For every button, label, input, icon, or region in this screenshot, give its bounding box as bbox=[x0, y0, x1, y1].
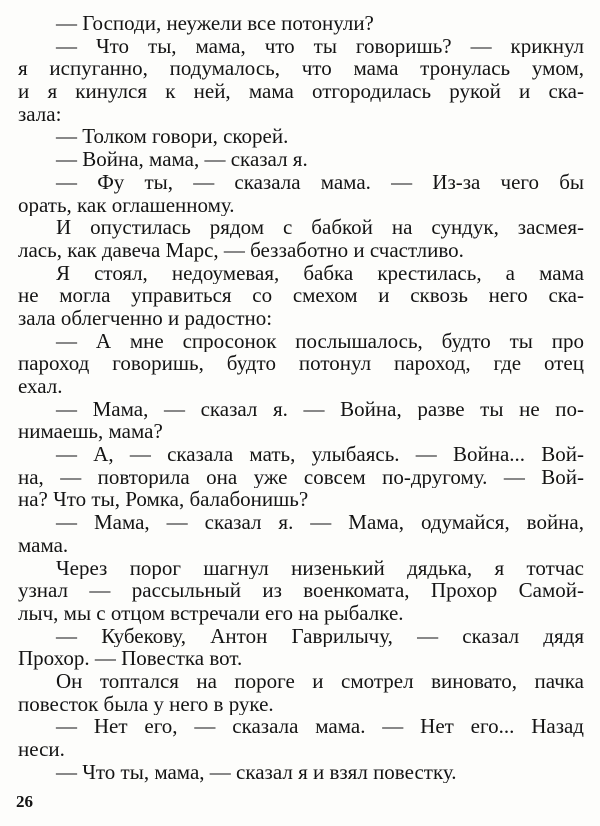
text-line: не могла управиться со смехом и сквозь него ска- bbox=[18, 284, 584, 307]
text-line: лыч, мы с отцом встречали его на рыбалке. bbox=[18, 601, 404, 625]
text-line: Я стоял, недоумевая, бабка крестилась, а мама bbox=[56, 261, 584, 285]
text-line: орать, как оглашенному. bbox=[18, 193, 235, 217]
text-line: — Мама, — сказал я. — Мама, одумайся, война, bbox=[56, 511, 584, 534]
text-line: — Фу ты, — сказала мама. — Из-за чего бы bbox=[56, 170, 584, 194]
text-line: — Мама, — сказал я. — Война, разве ты не по- bbox=[56, 397, 584, 421]
text-line: — Что ты, мама, что ты говоришь? — крикнул bbox=[56, 34, 584, 58]
text-line: лась, как давеча Марс, — беззаботно и счастливо. bbox=[18, 238, 464, 262]
text-line: нимаешь, мама? bbox=[18, 420, 163, 444]
text-line: — Нет его, — сказала мама. — Нет его... Назад bbox=[56, 715, 584, 738]
text-line: — Толком говори, скорей. bbox=[56, 125, 289, 149]
text-line: и я кинулся к ней, мама отгородилась рукой и ска- bbox=[18, 80, 584, 103]
text-line: — А, — сказала мать, улыбаясь. — Война... Вой- bbox=[56, 443, 584, 466]
text-line: — Что ты, мама, — сказал я и взял повестку. bbox=[56, 760, 457, 784]
text-line: зала: bbox=[18, 102, 62, 126]
text-line: — Кубекову, Антон Гаврилычу, — сказал дядя bbox=[56, 624, 584, 648]
text-line: пароход говоришь, будто потонул пароход, где отец bbox=[18, 352, 584, 375]
page-body-text bbox=[18, 12, 584, 783]
text-line: — Война, мама, — сказал я. bbox=[56, 148, 308, 171]
text-line: неси. bbox=[18, 738, 65, 761]
text-line: Он топтался на пороге и смотрел виновато, пачка bbox=[56, 669, 584, 693]
text-line: — Господи, неужели все потонули? bbox=[56, 12, 374, 35]
text-line: Через порог шагнул низенький дядька, я тотчас bbox=[56, 556, 584, 580]
page-number: 26 bbox=[16, 792, 33, 811]
text-line: повесток была у него в руке. bbox=[18, 692, 274, 716]
text-line: мама. bbox=[18, 533, 69, 557]
text-line: на, — повторила она уже совсем по-другому. — Вой- bbox=[18, 465, 584, 489]
text-line: И опустилась рядом с бабкой на сундук, засмея- bbox=[56, 216, 584, 239]
text-line: Прохор. — Повестка вот. bbox=[18, 647, 243, 670]
text-line: на? Что ты, Ромка, балабонишь? bbox=[18, 488, 309, 512]
text-line: ехал. bbox=[18, 375, 63, 398]
text-line: узнал — рассыльный из военкомата, Прохор Самой- bbox=[18, 579, 584, 602]
text-line: зала облегченно и радостно: bbox=[18, 306, 273, 330]
text-line: я испуганно, подумалось, что мама тронулась умом, bbox=[18, 57, 584, 81]
text-line: — А мне спросонок послышалось, будто ты про bbox=[56, 329, 584, 353]
